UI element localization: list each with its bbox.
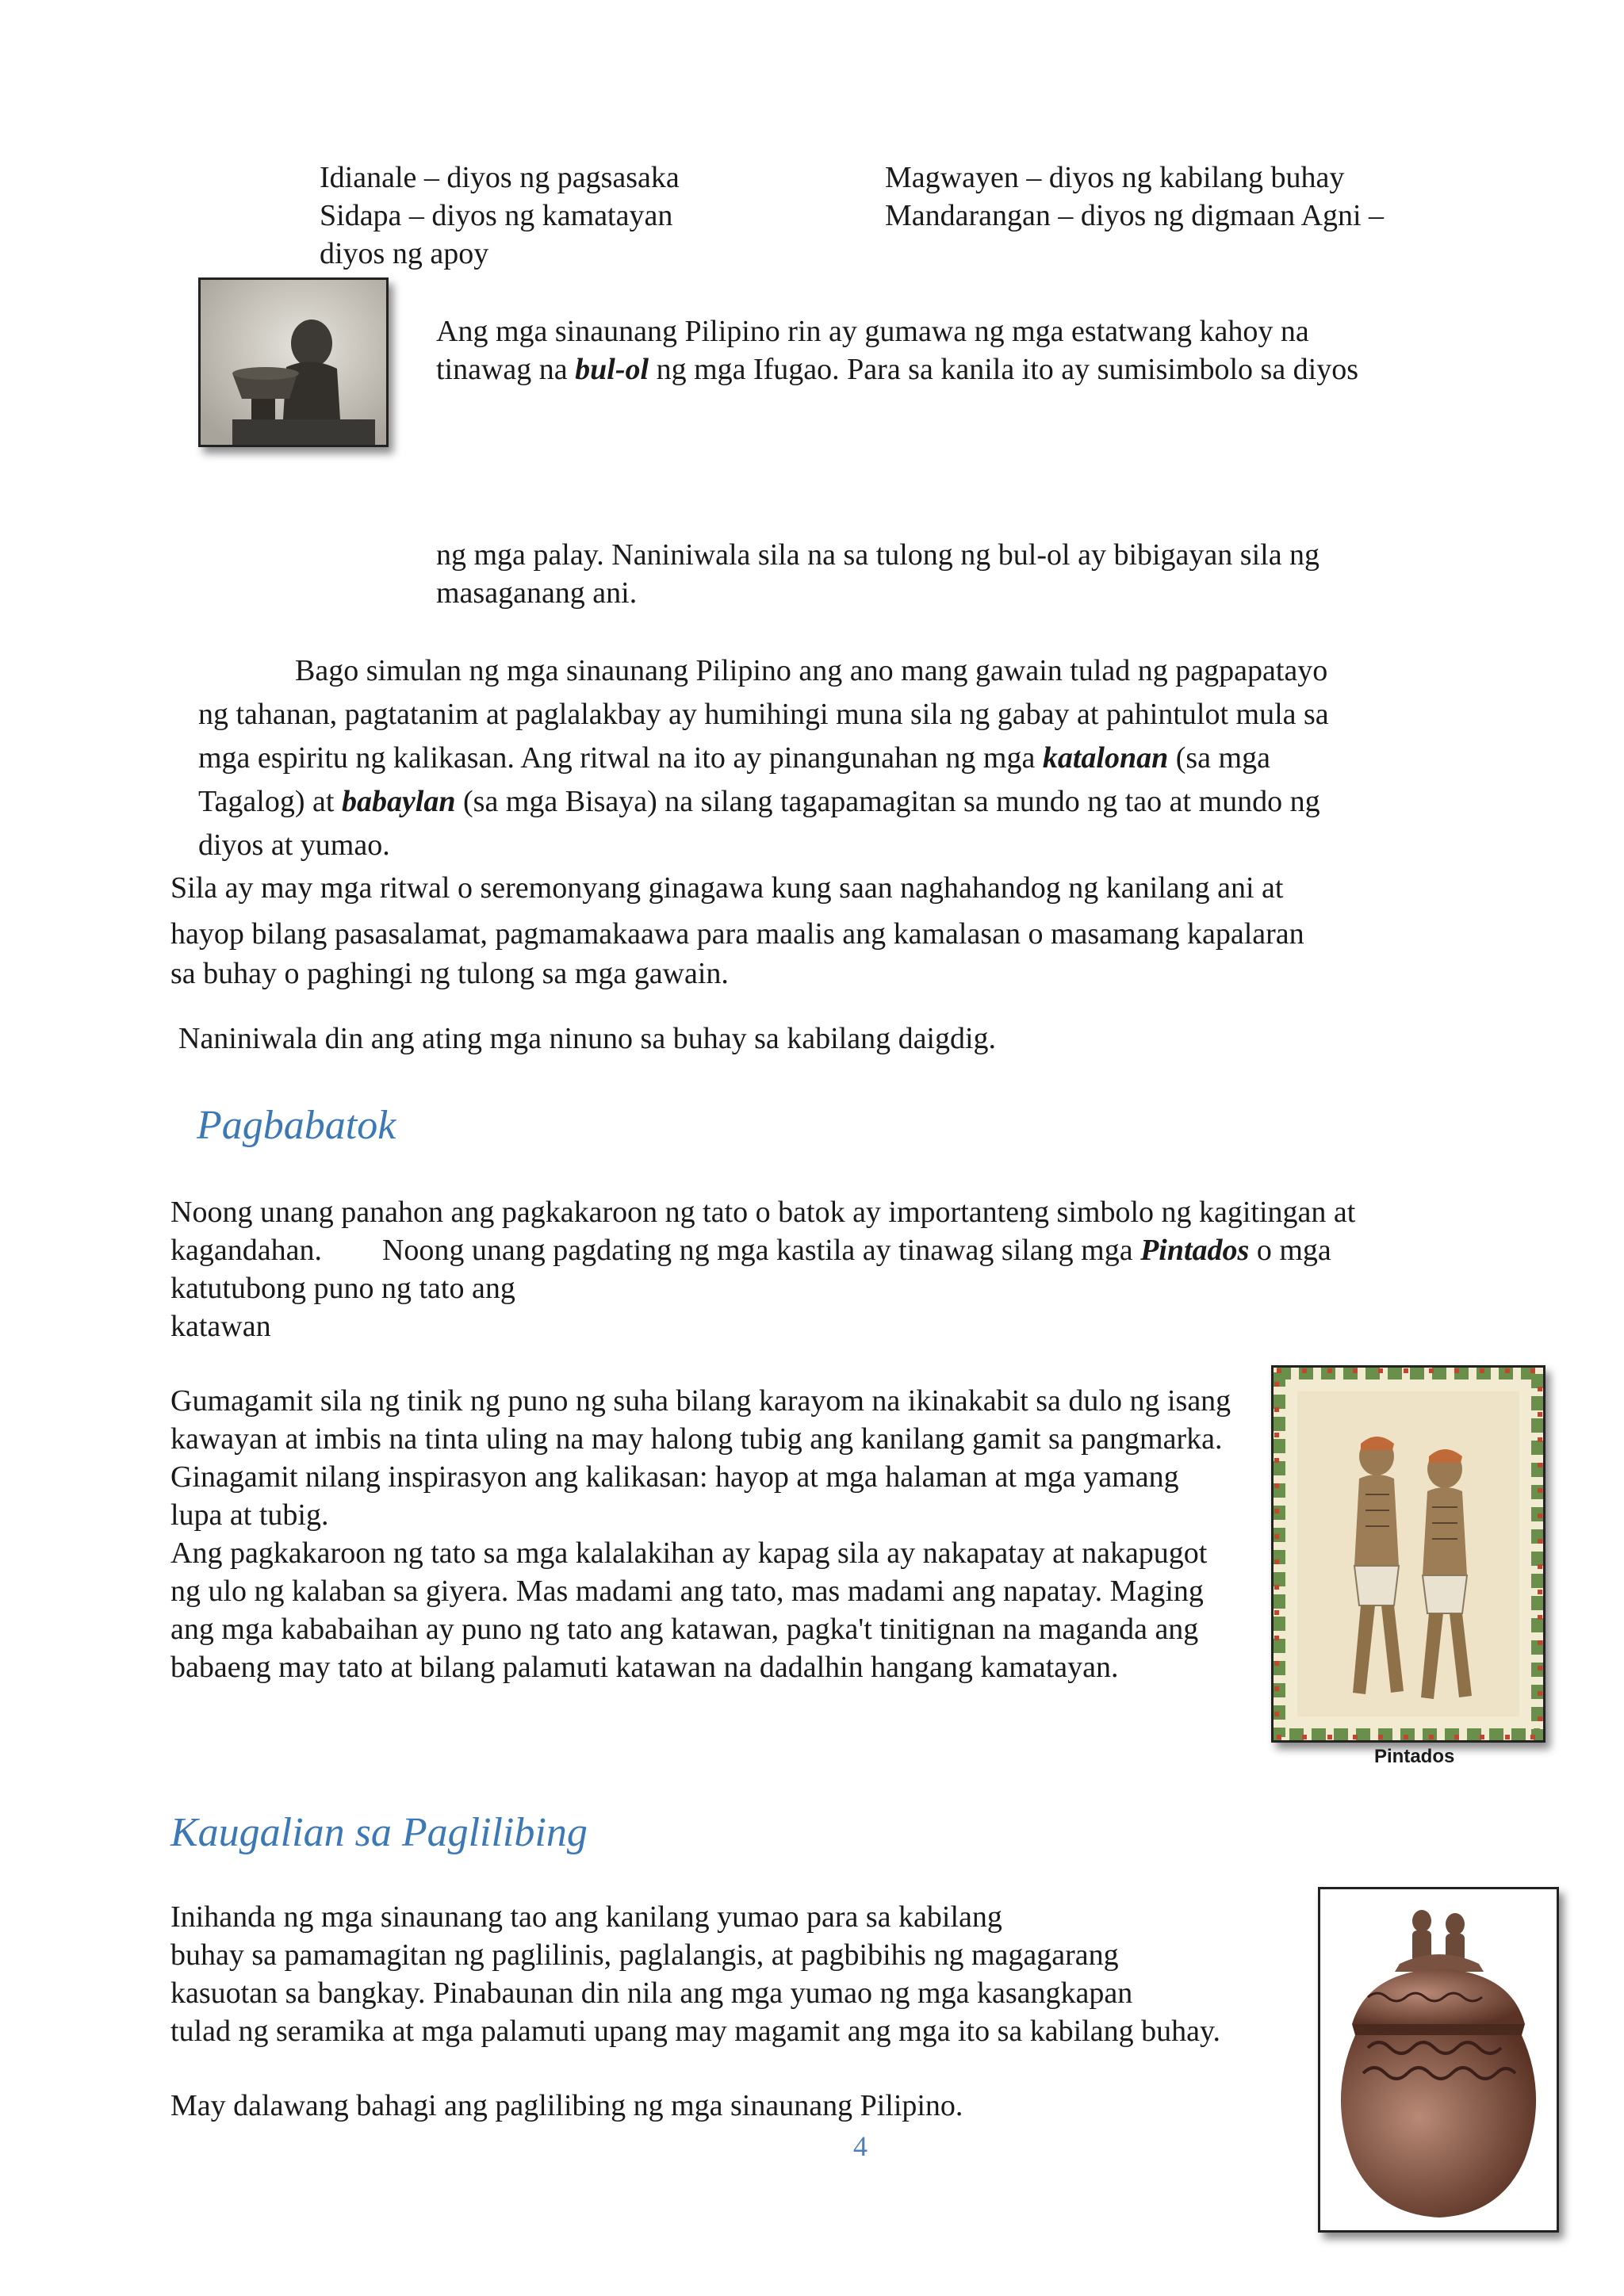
pagbabatok-line-3: katutubong puno ng tato ang: [170, 1272, 515, 1305]
ritwal-line-6: Sila ay may mga ritwal o seremonyang ginagawa kung saan naghahandog ng kanilang ani at: [170, 871, 1284, 905]
paglilibing-heading: Kaugalian sa Paglilibing: [170, 1810, 588, 1855]
god-idianale: Idianale – diyos ng pagsasaka: [320, 161, 680, 194]
paglilibing-line-2: buhay sa pamamagitan ng paglilinis, paglalangis, at pagbibihis ng magagarang: [170, 1938, 1119, 1972]
pintados-figures-icon: [1274, 1368, 1543, 1740]
burial-jar-image: [1318, 1887, 1559, 2233]
bulol-line-1: Ang mga sinaunang Pilipino rin ay gumawa ng mga estatwang kahoy na: [436, 315, 1309, 348]
god-magwayen: Magwayen – diyos ng kabilang buhay: [885, 161, 1345, 194]
ritwal-line-9: Naniniwala din ang ating mga ninuno sa buhay sa kabilang daigdig.: [178, 1022, 997, 1055]
pagbabatok-line-4: katawan: [170, 1310, 271, 1343]
bulol-line-3: ng mga palay. Naniniwala sila na sa tulong ng bul-ol ay bibigayan sila ng: [436, 538, 1320, 572]
bulol-term: bul-ol: [575, 353, 649, 386]
pagbabatok-paragraph-2: Gumagamit sila ng tinik ng puno ng suha bilang karayom na ikinakabit sa dulo ng isang kawayan at imbis na tinta uling na may halong tubig ang kanilang gamit sa pangmarka. Ginagamit nilang inspirasyon ang kalikasan: hayop at mga halaman at mga yamang lupa at tubig.: [170, 1384, 1231, 1532]
bulol-statue-icon: [201, 280, 386, 445]
paglilibing-line-3: kasuotan sa bangkay. Pinabaunan din nila ang mga yumao ng mga kasangkapan: [170, 1976, 1133, 2010]
god-sidapa: Sidapa – diyos ng kamatayan: [320, 199, 673, 232]
paglilibing-line-4: tulad ng seramika at mga palamuti upang may magamit ang mga ito sa kabilang buhay.: [170, 2015, 1221, 2048]
pintados-term: Pintados: [1140, 1234, 1250, 1267]
pintados-caption: Pintados: [1374, 1746, 1455, 1767]
paglilibing-line-5: May dalawang bahagi ang paglilibing ng mga sinaunang Pilipino.: [170, 2089, 963, 2122]
pagbabatok-line-1: Noong unang panahon ang pagkakaroon ng tato o batok ay importanteng simbolo ng kagitingan at: [170, 1196, 1356, 1229]
ritwal-line-5: diyos at yumao.: [198, 828, 390, 862]
ritwal-line-1: Bago simulan ng mga sinaunang Pilipino ang ano mang gawain tulad ng pagpapatayo: [295, 654, 1328, 687]
pagbabatok-heading: Pagbabatok: [197, 1103, 396, 1148]
ritwal-line-3: mga espiritu ng kalikasan. Ang ritwal na ito ay pinangunahan ng mga katalonan (sa mga: [198, 741, 1270, 775]
pagbabatok-paragraph-3: Ang pagkakaroon ng tato sa mga kalalakihan ay kapag sila ay nakapatay at nakapugot ng ulo ng kalaban sa giyera. Mas madami ang tato, mas madami ang napatay. Maging ang mga kababaihan ay puno ng tato ang katawan, pagka't tinitignan na maganda ang babaeng may tato at bilang palamuti katawan na dadalhin hangang kamatayan.: [170, 1536, 1208, 1684]
babaylan-term: babaylan: [341, 785, 456, 818]
god-mandarangan: Mandarangan – diyos ng digmaan Agni –: [885, 199, 1385, 232]
bulol-line-2: tinawag na bul-ol ng mga Ifugao. Para sa kanila ito ay sumisimbolo sa diyos: [436, 353, 1359, 386]
manunggul-jar-icon: [1320, 1889, 1557, 2230]
ritwal-line-8: sa buhay o paghingi ng tulong sa mga gawain.: [170, 957, 729, 990]
ritwal-line-7: hayop bilang pasasalamat, pagmamakaawa para maalis ang kamalasan o masamang kapalaran: [170, 917, 1304, 951]
bulol-line-4: masaganang ani.: [436, 576, 638, 610]
bulol-statue-image: [198, 277, 389, 447]
ritwal-line-2: ng tahanan, pagtatanim at paglalakbay ay humihingi muna sila ng gabay at pahintulot mula sa: [198, 698, 1329, 731]
ritwal-line-4: Tagalog) at babaylan (sa mga Bisaya) na silang tagapamagitan sa mundo ng tao at mundo ng: [198, 785, 1320, 818]
pintados-image: [1271, 1365, 1545, 1743]
page-number: 4: [853, 2130, 868, 2162]
pagbabatok-line-2: kagandahan. Noong unang pagdating ng mga kastila ay tinawag silang mga Pintados o mga: [170, 1234, 1331, 1267]
god-agni-continued: diyos ng apoy: [320, 237, 489, 270]
katalonan-term: katalonan: [1042, 741, 1169, 775]
paglilibing-line-1: Inihanda ng mga sinaunang tao ang kanilang yumao para sa kabilang: [170, 1900, 1002, 1934]
